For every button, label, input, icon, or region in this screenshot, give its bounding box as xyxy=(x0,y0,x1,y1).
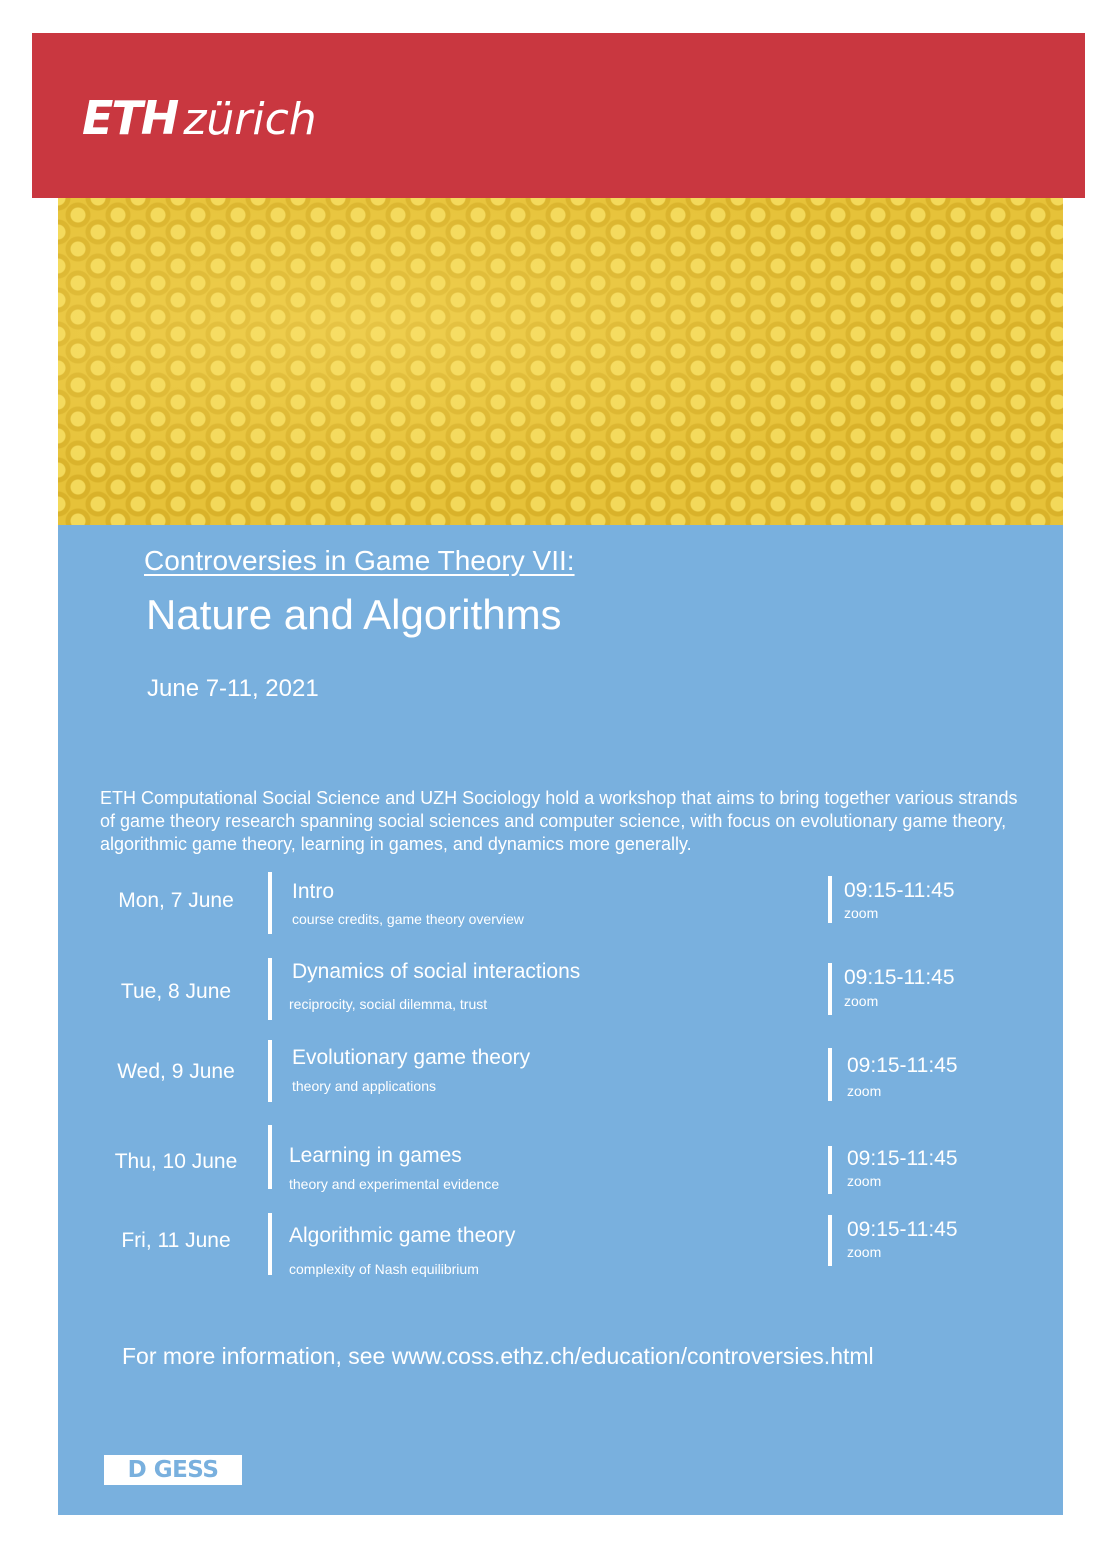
schedule-day: Fri, 11 June xyxy=(121,1229,231,1252)
workshop-date: June 7-11, 2021 xyxy=(147,675,319,702)
schedule-row-thu xyxy=(58,1125,1063,1195)
schedule-row-mon xyxy=(58,872,1063,942)
schedule-topic: Intro xyxy=(292,880,335,903)
schedule-subtopic: reciprocity, social dilemma, trust xyxy=(289,996,488,1012)
schedule-time: 09:15-11:45 xyxy=(847,1147,958,1170)
schedule-subtopic: theory and applications xyxy=(292,1078,436,1094)
schedule-day: Thu, 10 June xyxy=(114,1150,238,1173)
time-divider xyxy=(828,876,832,923)
schedule-location: zoom xyxy=(847,1244,882,1260)
schedule-location: zoom xyxy=(844,993,879,1009)
content-panel xyxy=(58,525,1063,1515)
header-banner xyxy=(32,33,1085,198)
more-info-text: For more information, see www.coss.ethz.ch/education/controversies.html xyxy=(122,1343,874,1369)
dgess-logo-text: D GESS xyxy=(127,1457,219,1483)
time-divider xyxy=(828,963,832,1015)
schedule-time: 09:15-11:45 xyxy=(844,879,955,902)
dgess-logo xyxy=(104,1455,242,1485)
schedule-topic: Learning in games xyxy=(289,1144,462,1167)
schedule-location: zoom xyxy=(847,1083,882,1099)
schedule-topic: Evolutionary game theory xyxy=(292,1046,531,1069)
schedule-time: 09:15-11:45 xyxy=(847,1218,958,1241)
divider xyxy=(268,1125,272,1189)
divider xyxy=(268,1213,272,1275)
schedule-row-wed xyxy=(58,1038,1063,1108)
logo-zurich: zürich xyxy=(183,94,317,145)
schedule-location: zoom xyxy=(844,905,879,921)
schedule-topic: Algorithmic game theory xyxy=(289,1224,516,1247)
series-title: Controversies in Game Theory VII: xyxy=(144,545,575,576)
schedule-location: zoom xyxy=(847,1173,882,1189)
schedule-day: Wed, 9 June xyxy=(117,1060,235,1083)
schedule-subtopic: theory and experimental evidence xyxy=(289,1176,500,1192)
schedule-time: 09:15-11:45 xyxy=(844,966,955,989)
divider xyxy=(268,1040,272,1102)
divider xyxy=(268,958,272,1020)
workshop-description: ETH Computational Social Science and UZH Sociology hold a workshop that aims to bring together various strands of game theory research spanning social sciences and computer science, with focus on evolutionary game theory, algorithmic game theory, learning in games, and dynamics more generally. xyxy=(100,788,1018,854)
workshop-title: Nature and Algorithms xyxy=(146,591,562,638)
logo-eth: ETH xyxy=(82,91,178,145)
time-divider xyxy=(828,1146,832,1194)
schedule-subtopic: course credits, game theory overview xyxy=(292,911,524,927)
honeycomb-image xyxy=(58,198,1063,525)
schedule-topic: Dynamics of social interactions xyxy=(292,960,581,983)
schedule-day: Mon, 7 June xyxy=(118,889,234,912)
schedule-row-fri xyxy=(58,1211,1063,1281)
schedule-time: 09:15-11:45 xyxy=(847,1054,958,1077)
eth-zurich-logo xyxy=(82,91,317,145)
schedule-subtopic: complexity of Nash equilibrium xyxy=(289,1261,479,1277)
schedule-row-tue xyxy=(58,956,1063,1026)
time-divider xyxy=(828,1048,832,1101)
divider xyxy=(268,872,272,934)
time-divider xyxy=(828,1215,832,1266)
schedule-day: Tue, 8 June xyxy=(120,980,232,1003)
